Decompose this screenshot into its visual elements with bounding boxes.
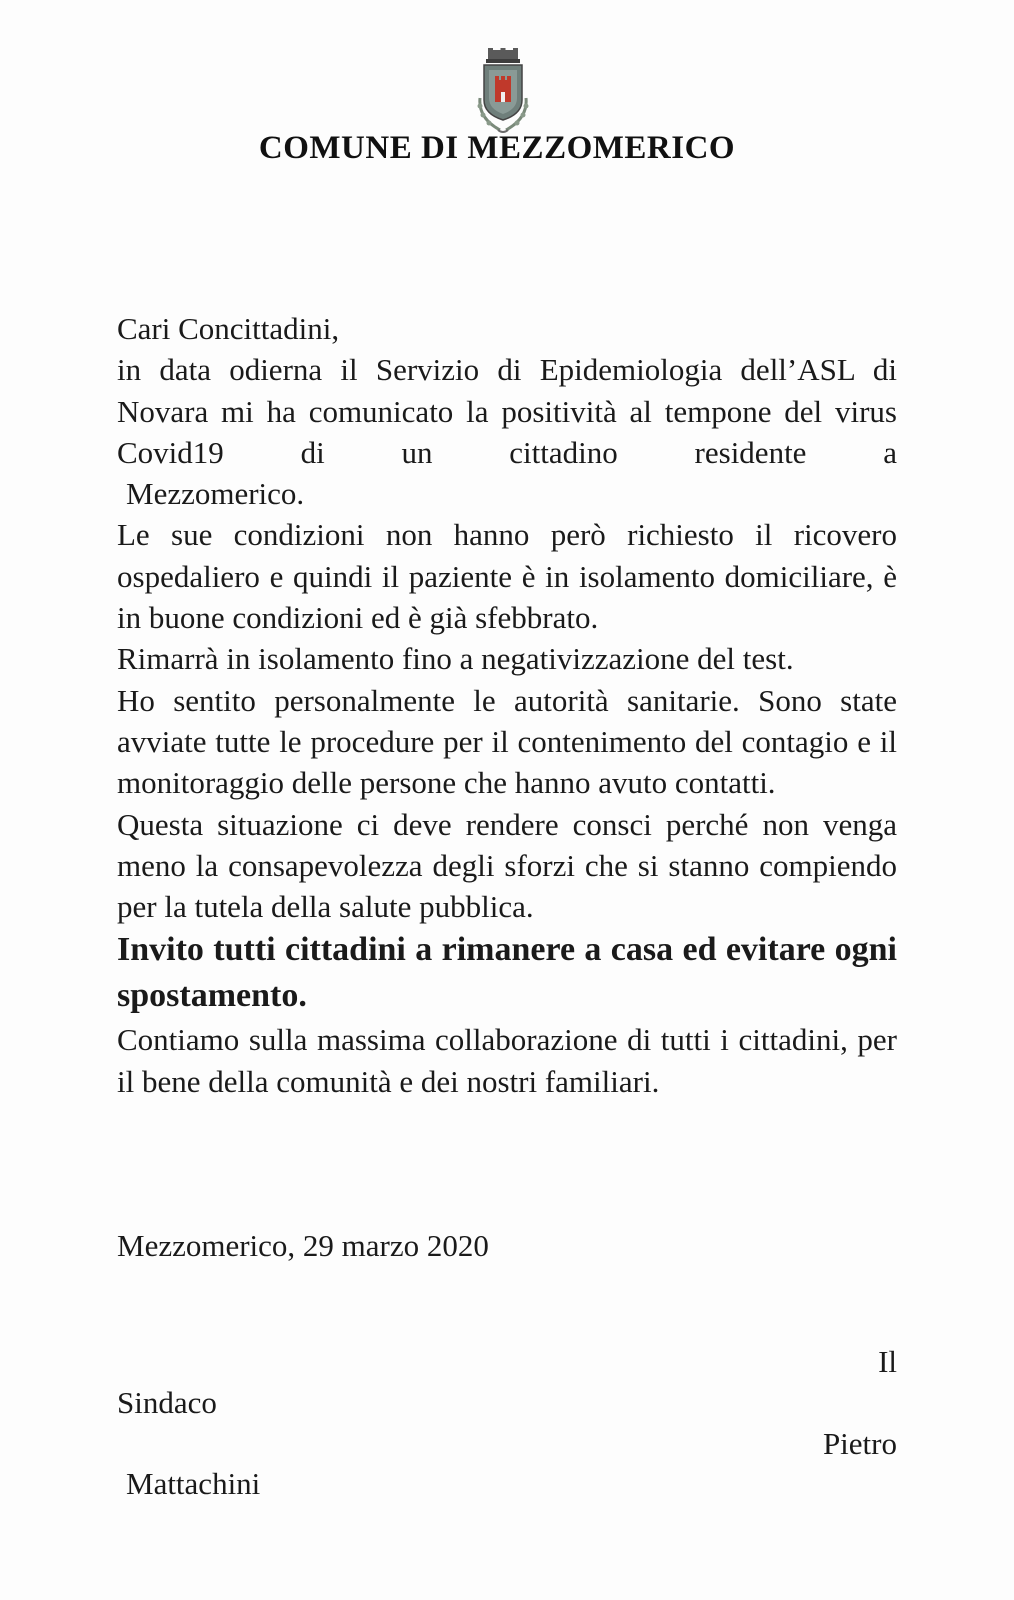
signature-il: Il xyxy=(878,1344,897,1379)
paragraph-4: Ho sentito personalmente le autorità sanitarie. Sono state avviate tutte le procedure per il contenimento del contagio e il monitoraggio delle persone che hanno avuto contatti. xyxy=(117,682,897,801)
paragraph-6: Contiamo sulla massima collaborazione di tutti i cittadini, per il bene della comunità e dei nostri familiari. xyxy=(117,1022,897,1099)
date-line: Mezzomerico, 29 marzo 2020 xyxy=(117,1228,489,1263)
signature-sindaco: Sindaco xyxy=(117,1385,217,1420)
signature-first-name: Pietro xyxy=(822,1426,897,1461)
signature-last-name: Mattachini xyxy=(126,1466,261,1501)
paragraph-1: in data odierna il Servizio di Epidemiologia dell’ASL di Novara mi ha comunicato la positività al tempone del virus Covid19 di un cittadino residente a xyxy=(117,352,897,470)
emphasis-paragraph: Invito tutti cittadini a rimanere a casa ed evitare ogni spostamento. xyxy=(117,931,897,1015)
paragraph-2: Le sue condizioni non hanno però richiesto il ricovero ospedaliero e quindi il paziente è in isolamento domiciliare, è in buone condizioni ed è già sfebbrato. xyxy=(117,517,897,636)
letter-body xyxy=(117,308,897,1102)
paragraph-3: Rimarrà in isolamento fino a negativizzazione del test. xyxy=(117,641,794,677)
municipality-title: COMUNE DI MEZZOMERICO xyxy=(258,130,736,166)
paragraph-1-tail: Mezzomerico. xyxy=(126,476,305,512)
paragraph-5: Questa situazione ci deve rendere consci perché non venga meno la consapevolezza degli sforzi che si stanno compiendo per la tutela della salute pubblica. xyxy=(117,806,897,925)
municipal-crest-icon xyxy=(472,48,534,140)
greeting: Cari Concittadini, xyxy=(117,311,340,346)
